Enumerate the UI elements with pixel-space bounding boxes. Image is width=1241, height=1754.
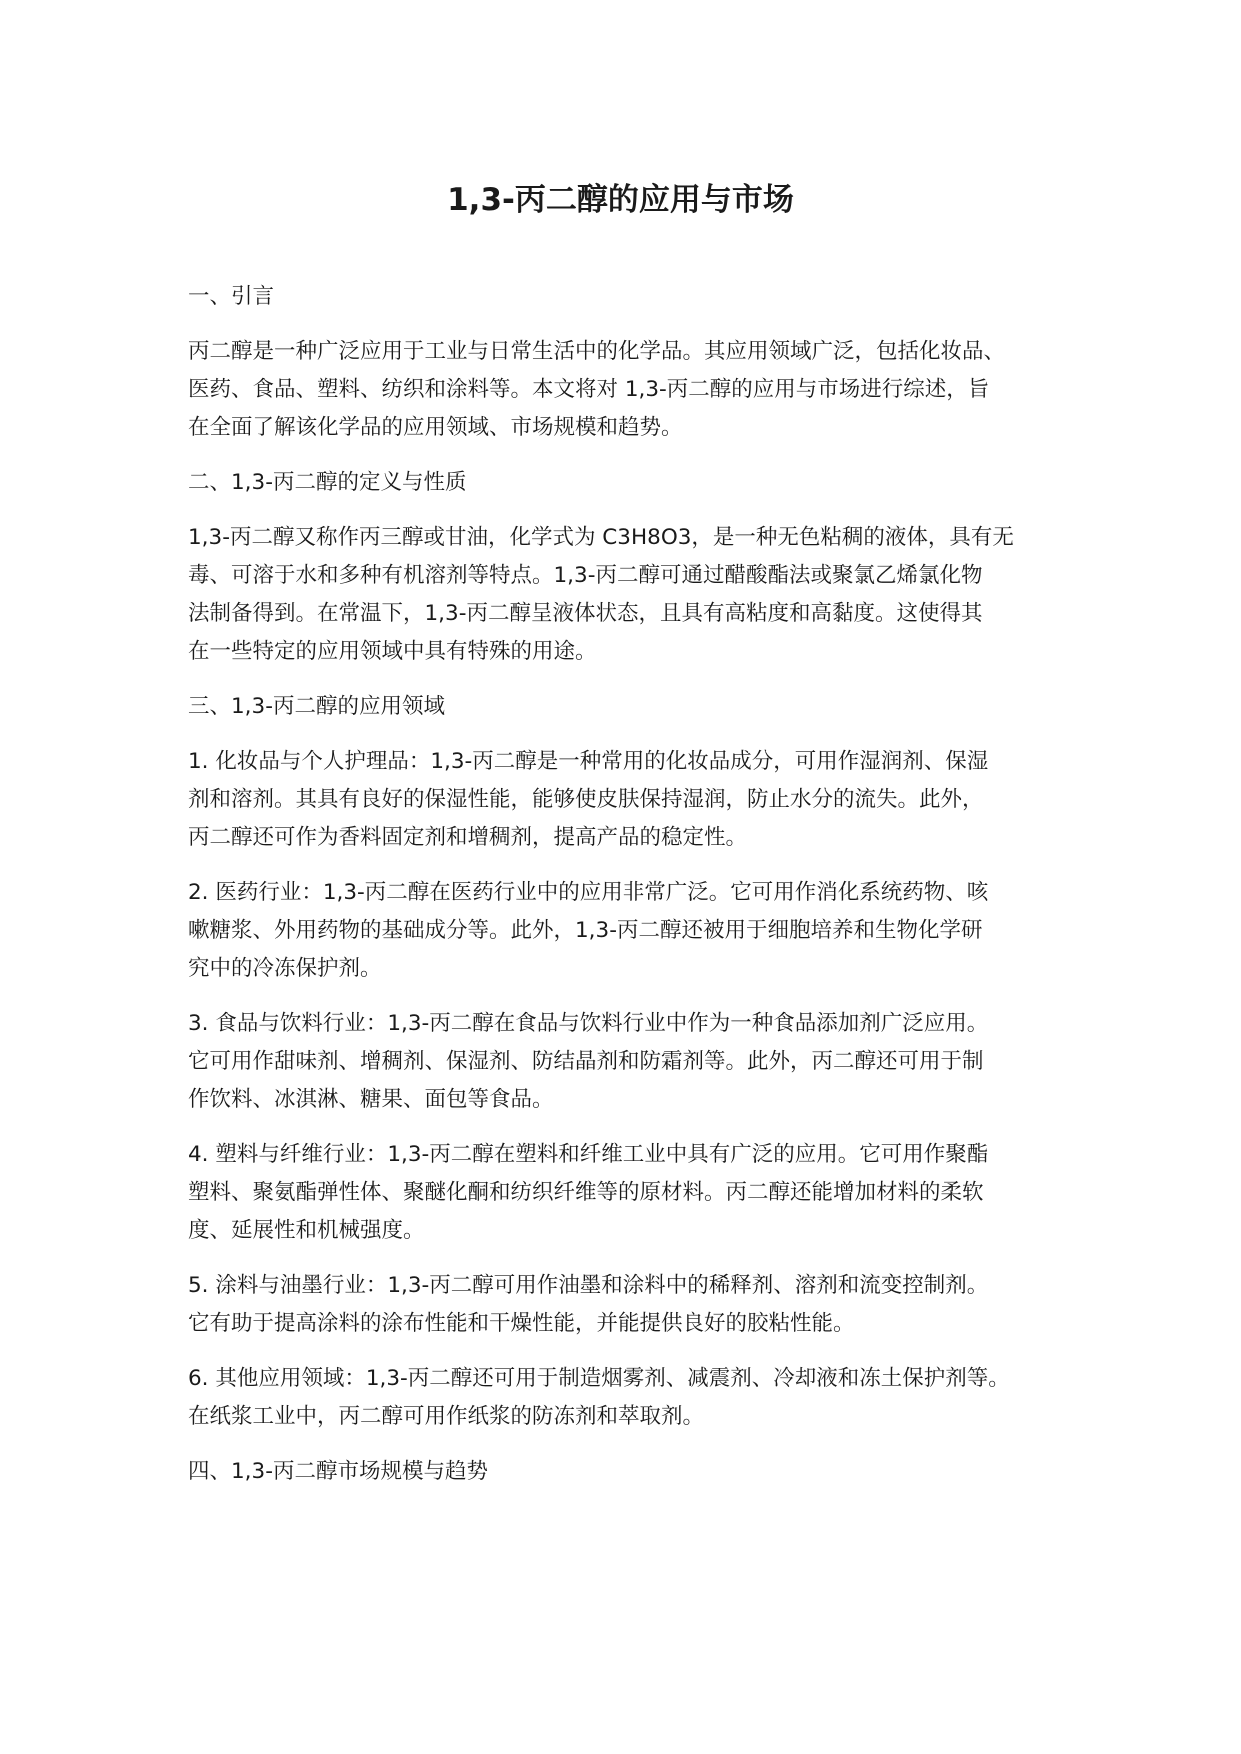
section-heading-2: 二、1,3-丙二醇的定义与性质 [188,470,467,495]
section-heading-3: 三、1,3-丙二醇的应用领域 [188,694,445,719]
paragraph-line: 塑料、聚氨酯弹性体、聚醚化酮和纺织纤维等的原材料。丙二醇还能增加材料的柔软 [188,1180,984,1205]
paragraph-line: 3. 食品与饮料行业：1,3-丙二醇在食品与饮料行业中作为一种食品添加剂广泛应用。 [188,1011,989,1036]
paragraph-3 [188,743,1068,857]
paragraph-line: 它可用作甜味剂、增稠剂、保湿剂、防结晶剂和防霜剂等。此外，丙二醇还可用于制 [188,1049,984,1074]
paragraph-line: 1,3-丙二醇又称作丙三醇或甘油，化学式为 C3H8O3，是一种无色粘稠的液体，具有无 [188,525,1014,550]
paragraph-line: 5. 涂料与油墨行业：1,3-丙二醇可用作油墨和涂料中的稀释剂、溶剂和流变控制剂。 [188,1273,989,1298]
section-heading-1: 一、引言 [188,284,275,309]
paragraph-line: 嗽糖浆、外用药物的基础成分等。此外，1,3-丙二醇还被用于细胞培养和生物化学研 [188,918,983,943]
paragraph-line: 法制备得到。在常温下，1,3-丙二醇呈液体状态，且具有高粘度和高黏度。这使得其 [188,601,983,626]
paragraph-8 [188,1360,1068,1436]
paragraph-7 [188,1267,1068,1343]
paragraph-line: 毒、可溶于水和多种有机溶剂等特点。1,3-丙二醇可通过醋酸酯法或聚氯乙烯氯化物 [188,563,983,588]
document-body [188,278,1068,1508]
paragraph-line: 医药、食品、塑料、纺织和涂料等。本文将对 1,3-丙二醇的应用与市场进行综述，旨 [188,377,990,402]
paragraph-line: 丙二醇是一种广泛应用于工业与日常生活中的化学品。其应用领域广泛，包括化妆品、 [188,339,1006,364]
paragraph-line: 它有助于提高涂料的涂布性能和干燥性能，并能提供良好的胶粘性能。 [188,1311,855,1336]
paragraph-line: 丙二醇还可作为香料固定剂和增稠剂，提高产品的稳定性。 [188,825,748,850]
paragraph-6 [188,1136,1068,1250]
paragraph-line: 剂和溶剂。其具有良好的保湿性能，能够使皮肤保持湿润，防止水分的流失。此外， [188,787,984,812]
paragraph-4 [188,874,1068,988]
document-title: 1,3-丙二醇的应用与市场 [447,182,794,218]
paragraph-line: 4. 塑料与纤维行业：1,3-丙二醇在塑料和纤维工业中具有广泛的应用。它可用作聚酯 [188,1142,989,1167]
paragraph-5 [188,1005,1068,1119]
paragraph-line: 1. 化妆品与个人护理品：1,3-丙二醇是一种常用的化妆品成分，可用作湿润剂、保湿 [188,749,989,774]
paragraph-2 [188,519,1068,671]
paragraph-line: 作饮料、冰淇淋、糖果、面包等食品。 [188,1087,554,1112]
paragraph-1 [188,333,1068,447]
paragraph-line: 在纸浆工业中，丙二醇可用作纸浆的防冻剂和萃取剂。 [188,1404,705,1429]
paragraph-line: 究中的冷冻保护剂。 [188,956,382,981]
section-heading-4: 四、1,3-丙二醇市场规模与趋势 [188,1459,488,1484]
paragraph-line: 6. 其他应用领域：1,3-丙二醇还可用于制造烟雾剂、减震剂、冷却液和冻土保护剂等。 [188,1366,1010,1391]
paragraph-line: 度、延展性和机械强度。 [188,1218,425,1243]
paragraph-line: 2. 医药行业：1,3-丙二醇在医药行业中的应用非常广泛。它可用作消化系统药物、咳 [188,880,989,905]
paragraph-line: 在全面了解该化学品的应用领域、市场规模和趋势。 [188,415,683,440]
paragraph-line: 在一些特定的应用领域中具有特殊的用途。 [188,639,597,664]
